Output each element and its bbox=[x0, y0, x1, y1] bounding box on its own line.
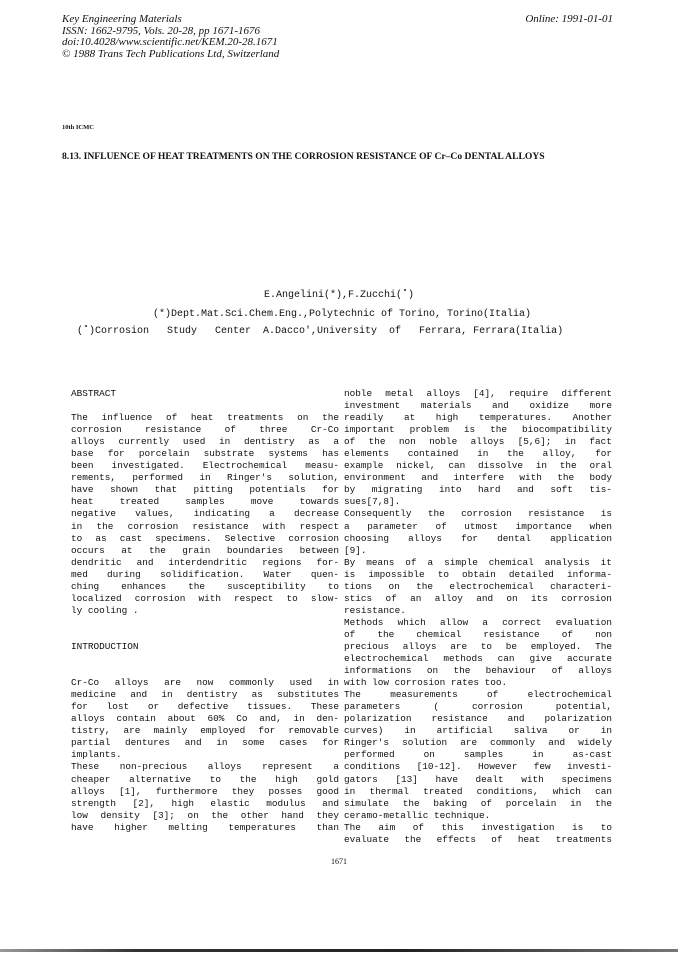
text-line: of the chemical resistance of non bbox=[344, 628, 612, 640]
text-line: ceramo-metallic technique. bbox=[344, 809, 491, 821]
text-line: is impossible to obtain detailed informa- bbox=[344, 568, 612, 580]
text-line: elements contained in the alloy, for bbox=[344, 448, 612, 460]
text-line: choosing alloys for dental application bbox=[344, 532, 612, 544]
page-number: 1671 bbox=[331, 857, 347, 866]
text-line: The aim of this investigation is to bbox=[344, 821, 612, 833]
text-line: These non-precious alloys represent a bbox=[71, 761, 339, 773]
text-line: ly cooling . bbox=[71, 604, 139, 616]
blank-line bbox=[71, 400, 339, 412]
text-line: By means of a simple chemical analysis it bbox=[344, 556, 612, 568]
bottom-rule bbox=[0, 949, 678, 952]
authors: E.Angelini(*),F.Zucchi(˚) bbox=[263, 290, 415, 301]
text-line: sues[7,8]. bbox=[344, 496, 401, 508]
text-line: base for porcelain substrate systems has bbox=[71, 448, 339, 460]
text-line: [9]. bbox=[344, 544, 367, 556]
text-line: Ringer's solution are commonly and widely bbox=[344, 737, 612, 749]
affiliation-1: (*)Dept.Mat.Sci.Chem.Eng.,Polytechnic of Torino, Torino(Italia) bbox=[152, 309, 532, 320]
text-line: medicine and in dentistry as substitutes bbox=[71, 689, 339, 701]
text-line: in thermal treated conditions, which can bbox=[344, 785, 612, 797]
text-line: The influence of heat treatments on the bbox=[71, 412, 339, 424]
text-line: occurs at the grain boundaries between bbox=[71, 544, 339, 556]
affiliation-2: (˚)Corrosion Study Center A.Dacco',University of Ferrara, Ferrara(Italia) bbox=[77, 326, 564, 337]
text-line: have shown that pitting potentials for bbox=[71, 484, 339, 496]
blank-line bbox=[71, 653, 339, 665]
text-line: alloys contain about 60% Co and, in den- bbox=[71, 713, 339, 725]
text-line: ching enhances the susceptibility to bbox=[71, 580, 339, 592]
text-line: of the non noble alloys [5,6]; in fact bbox=[344, 436, 612, 448]
text-line: informations on the behaviour of alloys bbox=[344, 665, 612, 677]
blank-line bbox=[71, 629, 339, 641]
left-column bbox=[71, 388, 339, 834]
text-line: electrochemical methods can give accurate bbox=[344, 653, 612, 665]
text-line: localized corrosion with respect to slow- bbox=[71, 592, 339, 604]
blank-line bbox=[71, 665, 339, 677]
journal-header bbox=[62, 14, 279, 60]
text-line: resistance. bbox=[344, 604, 406, 616]
text-line: negative values, indicating a decrease bbox=[71, 508, 339, 520]
text-line: important problem is the biocompatibility bbox=[344, 424, 612, 436]
text-line: gators [13] have dealt with specimens bbox=[344, 773, 612, 785]
text-line: low density [3]; on the other hand they bbox=[71, 809, 339, 821]
text-line: have higher melting temperatures than bbox=[71, 821, 339, 833]
text-line: readily at high temperatures. Another bbox=[344, 412, 612, 424]
blank-line bbox=[71, 617, 339, 629]
text-line: Cr-Co alloys are now commonly used in bbox=[71, 677, 339, 689]
text-line: been investigated. Electrochemical measu- bbox=[71, 460, 339, 472]
text-line: tions on the electrochemical characteri- bbox=[344, 580, 612, 592]
online-date: Online: 1991-01-01 bbox=[525, 13, 613, 25]
text-line: curves) in artificial saliva or in bbox=[344, 725, 612, 737]
text-line: cheaper alternative to the high gold bbox=[71, 773, 339, 785]
text-line: corrosion resistance of three Cr-Co bbox=[71, 424, 339, 436]
text-line: in the corrosion resistance with respect bbox=[71, 520, 339, 532]
text-line: performed on samples in as-cast bbox=[344, 749, 612, 761]
text-line: conditions [10-12]. However few investi- bbox=[344, 761, 612, 773]
text-line: med during solidification. Water quen- bbox=[71, 568, 339, 580]
text-line: implants. bbox=[71, 749, 122, 761]
journal-name: Key Engineering Materials bbox=[62, 13, 182, 25]
copyright-line: © 1988 Trans Tech Publications Ltd, Switzerland bbox=[62, 47, 280, 60]
text-line: polarization resistance and polarization bbox=[344, 713, 612, 725]
paper-title: 8.13. INFLUENCE OF HEAT TREATMENTS ON THE CORROSION RESISTANCE OF Cr–Co DENTAL ALLOYS bbox=[62, 151, 545, 162]
text-line: stics of an alloy and on its corrosion bbox=[344, 592, 612, 604]
text-line: alloys [1], furthermore they posses good bbox=[71, 785, 339, 797]
text-line: heat treated samples move towards bbox=[71, 496, 339, 508]
text-line: dendritic and interdendritic regions for- bbox=[71, 556, 339, 568]
text-line: Consequently the corrosion resistance is bbox=[344, 508, 612, 520]
text-line: by migrating into hard and soft tis- bbox=[344, 484, 612, 496]
text-line: precious alloys are to be employed. The bbox=[344, 640, 612, 652]
right-column bbox=[344, 388, 612, 846]
text-line: with low corrosion rates too. bbox=[344, 677, 508, 689]
text-line: noble metal alloys [4], require different bbox=[344, 388, 612, 399]
text-line: alloys currently used in dentistry as a bbox=[71, 436, 339, 448]
text-line: The measurements of electrochemical bbox=[344, 689, 612, 701]
issn-line: ISSN: 1662-9795, Vols. 20-28, pp 1671-1676 bbox=[62, 24, 260, 37]
text-line: strength [2], high elastic modulus and bbox=[71, 797, 339, 809]
conference-label: 10th ICMC bbox=[62, 124, 94, 131]
text-line: example nickel, can dissolve in the oral bbox=[344, 460, 612, 472]
text-line: to as cast specimens. Selective corrosion bbox=[71, 532, 339, 544]
text-line: simulate the baking of porcelain in the bbox=[344, 797, 612, 809]
text-line: partial dentures and in some cases for bbox=[71, 737, 339, 749]
text-line: parameters ( corrosion potential, bbox=[344, 701, 612, 713]
text-line: for lost or defective tissues. These bbox=[71, 701, 339, 713]
doi-link[interactable]: doi:10.4028/www.scientific.net/KEM.20-28.1671 bbox=[62, 36, 278, 48]
text-line: investment materials and oxidize more bbox=[344, 400, 612, 412]
text-line: evaluate the effects of heat treatments bbox=[344, 833, 612, 845]
text-line: rements, performed in Ringer's solution, bbox=[71, 472, 339, 484]
section-heading: INTRODUCTION bbox=[71, 640, 139, 652]
text-line: tistry, are mainly employed for removable bbox=[71, 725, 339, 737]
text-line: a parameter of utmost importance when bbox=[344, 520, 612, 532]
text-line: environment and interfere with the body bbox=[344, 472, 612, 484]
section-heading: ABSTRACT bbox=[71, 388, 117, 399]
text-line: Methods which allow a correct evaluation bbox=[344, 616, 612, 628]
